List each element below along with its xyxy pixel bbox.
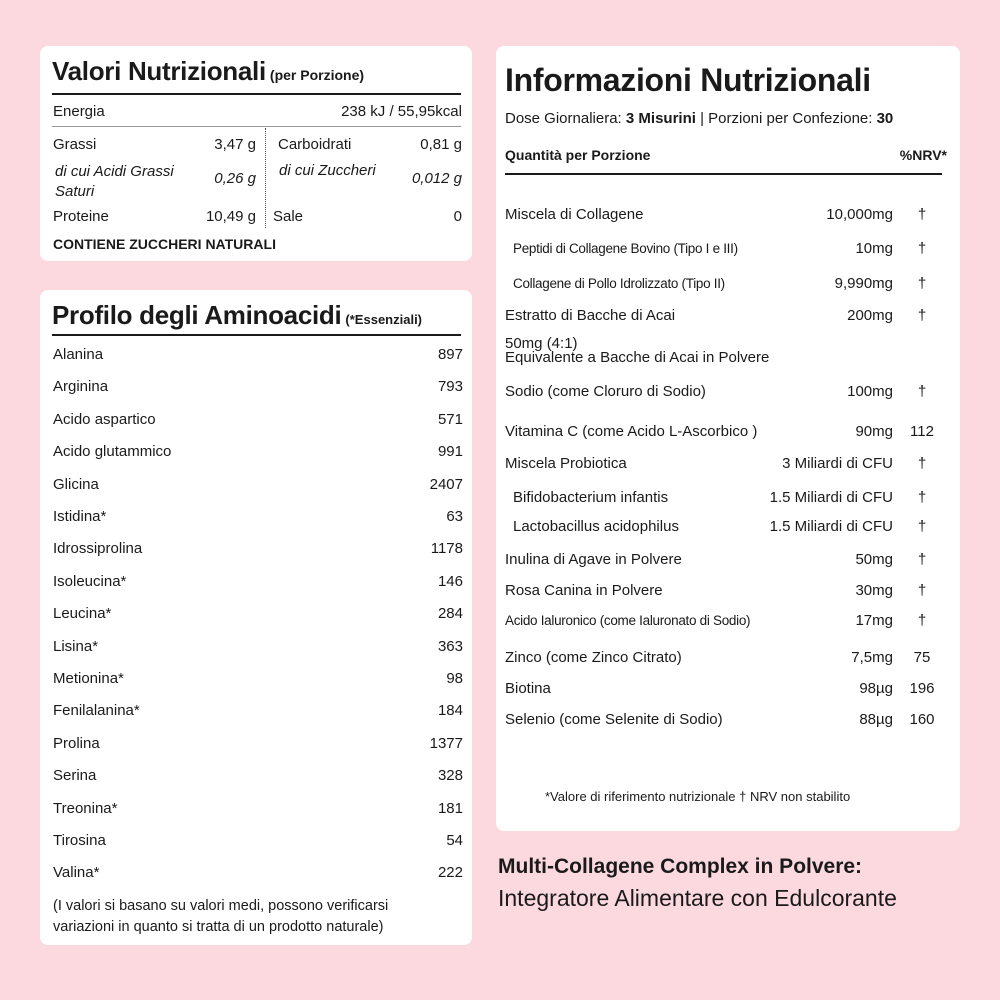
grassi-value: 3,47 g [214, 136, 256, 153]
amino-acid-value: 1377 [429, 734, 463, 752]
nutrient-name: Peptidi di Collagene Bovino (Tipo I e III) [513, 241, 738, 256]
amino-acid-value: 54 [446, 832, 463, 849]
nrv-footnote: *Valore di riferimento nutrizionale † NRV non stabilito [545, 789, 851, 804]
amino-acid-name: Tirosina [53, 832, 106, 849]
amino-acid-name: Fenilalanina* [53, 702, 140, 720]
amino-acid-name: Prolina [53, 734, 100, 752]
nutrient-name: Bifidobacterium infantis [513, 489, 669, 506]
proteine-value: 10,49 g [205, 208, 256, 225]
title-divider [52, 93, 461, 95]
nutrient-amount: 98µg [859, 680, 893, 697]
amino-acid-value: 284 [437, 605, 463, 623]
zuccheri-label: di cui Zuccheri [279, 162, 376, 179]
amino-acid-name: Leucina* [53, 605, 112, 623]
amino-title-divider [52, 334, 461, 336]
nutrient-nrv: † [917, 307, 927, 324]
saturi-label-1: di cui Acidi Grassi [55, 163, 174, 180]
nutrient-amount: 90mg [855, 423, 893, 440]
nutrition-info-title: Informazioni Nutrizionali [505, 62, 871, 98]
nrv-header: %NRV* [899, 147, 947, 163]
nutrient-nrv: † [917, 518, 927, 535]
natural-sugars-note: CONTIENE ZUCCHERI NATURALI [53, 236, 276, 252]
nutrient-name: Rosa Canina in Polvere [505, 582, 663, 599]
nutrient-amount: 50mg [855, 551, 893, 568]
amino-acid-name: Glicina [53, 475, 99, 493]
nutrient-amount: 30mg [855, 582, 893, 599]
nutrient-nrv: 112 [910, 423, 934, 440]
product-subtitle: Integratore Alimentare con Edulcorante [498, 885, 897, 911]
proteine-label: Proteine [53, 208, 109, 225]
nutrient-amount: 1.5 Miliardi di CFU [769, 489, 893, 506]
amino-acid-name: Istidina* [53, 508, 107, 525]
amino-acid-value: 1178 [430, 540, 463, 558]
qty-header: Quantità per Porzione [505, 147, 651, 163]
nutrient-nrv: † [917, 206, 927, 223]
amino-acid-value: 363 [437, 637, 463, 655]
nutrient-amount: 200mg [847, 307, 893, 324]
nutrient-nrv: 75 [913, 649, 931, 666]
amino-acid-name: Acido glutammico [53, 443, 172, 461]
column-divider [265, 128, 266, 228]
row-divider [52, 126, 461, 127]
amino-acid-value: 98 [446, 670, 463, 687]
amino-acid-value: 2407 [429, 475, 463, 493]
amino-acid-name: Idrossiprolina [53, 540, 143, 558]
nutrient-name: Selenio (come Selenite di Sodio) [505, 711, 723, 728]
nutrition-values-title: Valori Nutrizionali [52, 56, 266, 86]
porzioni-label: Porzioni per Confezione: [708, 110, 873, 127]
amino-footnote-2: variazioni in quanto si tratta di un prodotto naturale) [53, 919, 384, 935]
amino-acid-title: Profilo degli Aminoacidi [52, 300, 342, 330]
amino-acid-name: Isoleucina* [53, 572, 127, 590]
nutrient-amount: 10mg [855, 240, 893, 257]
amino-acid-value: 793 [437, 378, 463, 396]
saturi-label-2: Saturi [55, 183, 95, 200]
nutrient-name: Collagene di Pollo Idrolizzato (Tipo II) [513, 276, 725, 291]
amino-acid-value: 328 [437, 767, 463, 785]
amino-acid-name: Valina* [53, 864, 100, 882]
energia-label: Energia [53, 103, 105, 120]
nutrient-amount: 9,990mg [834, 275, 893, 292]
amino-acid-value: 184 [437, 702, 463, 720]
header-divider [505, 173, 942, 175]
amino-acid-value: 63 [446, 508, 463, 525]
nutrition-values-heading [52, 56, 364, 87]
amino-acid-subtitle: (*Essenziali) [345, 312, 423, 327]
product-title: Multi-Collagene Complex in Polvere: [498, 855, 863, 878]
nutrient-amount: 7,5mg [851, 649, 893, 666]
zuccheri-value: 0,012 g [411, 170, 462, 187]
amino-acid-value: 897 [437, 346, 463, 363]
nutrient-name: Biotina [505, 680, 551, 697]
carbo-value: 0,81 g [420, 136, 462, 153]
amino-acid-value: 222 [437, 864, 463, 882]
nutrient-name: Miscela Probiotica [505, 455, 627, 472]
acai-sub-1: 50mg (4:1) [505, 335, 578, 352]
porzioni-value: 30 [876, 110, 894, 127]
dose-line [505, 110, 893, 127]
saturi-value: 0,26 g [214, 170, 256, 187]
energia-value: 238 kJ / 55,95kcal [341, 103, 462, 120]
carbo-label: Carboidrati [278, 136, 352, 153]
nutrient-name: Acido Ialuronico (come Ialuronato di Sodio) [505, 613, 751, 628]
nutrient-amount: 88µg [859, 711, 893, 728]
nutrient-amount: 1.5 Miliardi di CFU [769, 518, 893, 535]
nutrient-amount: 100mg [847, 383, 893, 400]
nutrition-values-subtitle: (per Porzione) [269, 67, 365, 83]
nutrient-nrv: † [917, 582, 927, 599]
amino-acid-name: Metionina* [53, 670, 124, 687]
nutrient-nrv: † [917, 275, 927, 292]
amino-acid-name: Lisina* [53, 637, 99, 655]
nutrient-name: Miscela di Collagene [505, 206, 644, 223]
acai-sub-2: Equivalente a Bacche di Acai in Polvere [505, 349, 770, 366]
sale-value: 0 [453, 208, 462, 225]
nutrient-nrv: 196 [909, 680, 935, 697]
dose-value: 3 Misurini [625, 110, 696, 127]
nutrient-nrv: † [917, 612, 927, 629]
nutrient-nrv: 160 [909, 711, 935, 728]
dose-separator: | [700, 110, 704, 127]
amino-acid-name: Acido aspartico [53, 410, 156, 428]
nutrient-name: Zinco (come Zinco Citrato) [505, 649, 682, 666]
nutrient-nrv: † [917, 455, 927, 472]
amino-acid-value: 991 [437, 443, 463, 461]
nutrient-nrv: † [917, 240, 927, 257]
nutrient-nrv: † [917, 383, 927, 400]
nutrient-amount: 3 Miliardi di CFU [782, 455, 893, 472]
nutrient-name: Sodio (come Cloruro di Sodio) [505, 383, 706, 400]
amino-footnote-1: (I valori si basano su valori medi, possono verificarsi [53, 898, 389, 914]
amino-acid-name: Arginina [53, 378, 109, 396]
nutrient-name: Lactobacillus acidophilus [513, 518, 679, 535]
nutrient-nrv: † [917, 551, 927, 568]
nutrient-nrv: † [917, 489, 927, 506]
amino-acid-heading [52, 300, 422, 331]
dose-label: Dose Giornaliera: [505, 110, 622, 127]
nutrient-name: Vitamina C (come Acido L-Ascorbico ) [505, 423, 758, 440]
amino-acid-value: 181 [437, 799, 463, 817]
nutrient-name: Estratto di Bacche di Acai [505, 307, 676, 324]
nutrient-amount: 10,000mg [826, 206, 893, 223]
grassi-label: Grassi [53, 136, 97, 153]
amino-acid-value: 571 [437, 410, 463, 428]
nutrient-name: Inulina di Agave in Polvere [505, 551, 682, 568]
nutrient-amount: 17mg [855, 612, 893, 629]
amino-acid-value: 146 [437, 572, 463, 590]
amino-acid-name: Treonina* [53, 799, 118, 817]
amino-acid-name: Serina [53, 767, 97, 785]
amino-acid-name: Alanina [53, 346, 104, 363]
sale-label: Sale [273, 208, 304, 225]
